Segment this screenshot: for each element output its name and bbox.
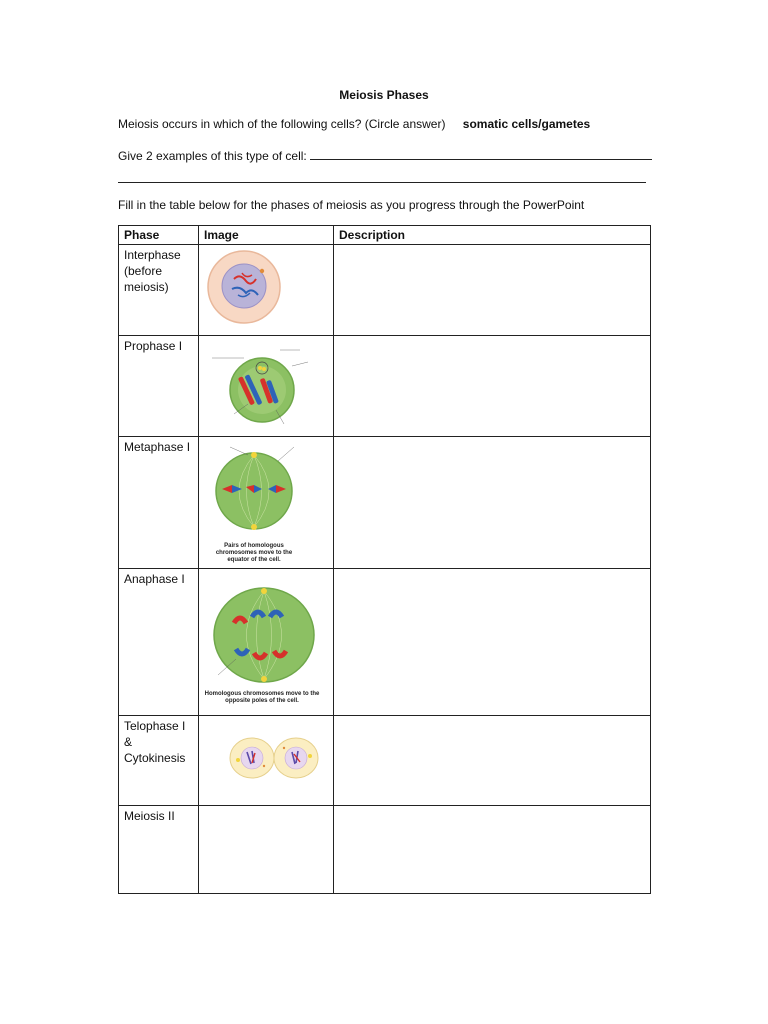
phase-name-telophase-i: Telophase I & Cytokinesis bbox=[119, 716, 199, 806]
table-header-row bbox=[119, 226, 651, 245]
prophase-i-cell-diagram bbox=[204, 338, 338, 434]
circle-answer-options[interactable]: somatic cells/gametes bbox=[462, 117, 591, 131]
image-prophase-i bbox=[199, 336, 334, 437]
description-anaphase-i[interactable] bbox=[334, 569, 651, 716]
interphase-cell-diagram bbox=[204, 247, 338, 333]
image-meiosis-ii[interactable] bbox=[199, 806, 334, 894]
table-row bbox=[119, 437, 651, 569]
table-row bbox=[119, 336, 651, 437]
page-title: Meiosis Phases bbox=[339, 88, 429, 102]
phase-name-prophase-i: Prophase I bbox=[119, 336, 199, 437]
phase-name-anaphase-i: Anaphase I bbox=[119, 569, 199, 716]
description-telophase-i[interactable] bbox=[334, 716, 651, 806]
description-metaphase-i[interactable] bbox=[334, 437, 651, 569]
anaphase-i-cell-diagram bbox=[204, 571, 338, 691]
question-cell-type-text: Meiosis occurs in which of the following cells? (Circle answer) bbox=[118, 117, 446, 131]
description-meiosis-ii[interactable] bbox=[334, 806, 651, 894]
question-cell-type bbox=[118, 117, 590, 131]
phase-name-metaphase-i: Metaphase I bbox=[119, 437, 199, 569]
question-examples bbox=[118, 147, 652, 163]
telophase-i-cell-diagram bbox=[204, 718, 338, 798]
anaphase-i-caption: Homologous chromosomes move to the opposite poles of the cell. bbox=[204, 691, 320, 704]
table-row bbox=[119, 716, 651, 806]
phase-name-interphase: Interphase (before meiosis) bbox=[119, 245, 199, 336]
question-examples-text: Give 2 examples of this type of cell: bbox=[118, 149, 307, 163]
table-row bbox=[119, 569, 651, 716]
table-instructions: Fill in the table below for the phases of meiosis as you progress through the PowerPoint bbox=[118, 198, 585, 212]
image-telophase-i bbox=[199, 716, 334, 806]
metaphase-i-cell-diagram bbox=[204, 439, 338, 543]
image-anaphase-i bbox=[199, 569, 334, 716]
description-prophase-i[interactable] bbox=[334, 336, 651, 437]
header-image: Image bbox=[199, 226, 334, 245]
header-phase: Phase bbox=[119, 226, 199, 245]
table-row bbox=[119, 806, 651, 894]
metaphase-i-caption: Pairs of homologous chromosomes move to the equator of the cell. bbox=[215, 543, 293, 563]
description-interphase[interactable] bbox=[334, 245, 651, 336]
header-description: Description bbox=[334, 226, 651, 245]
answer-blank-line-2[interactable] bbox=[118, 182, 646, 183]
meiosis-phases-table bbox=[118, 225, 651, 894]
image-metaphase-i bbox=[199, 437, 334, 569]
image-interphase bbox=[199, 245, 334, 336]
table-row bbox=[119, 245, 651, 336]
phase-name-meiosis-ii: Meiosis II bbox=[119, 806, 199, 894]
answer-blank-line-1[interactable] bbox=[310, 147, 652, 160]
